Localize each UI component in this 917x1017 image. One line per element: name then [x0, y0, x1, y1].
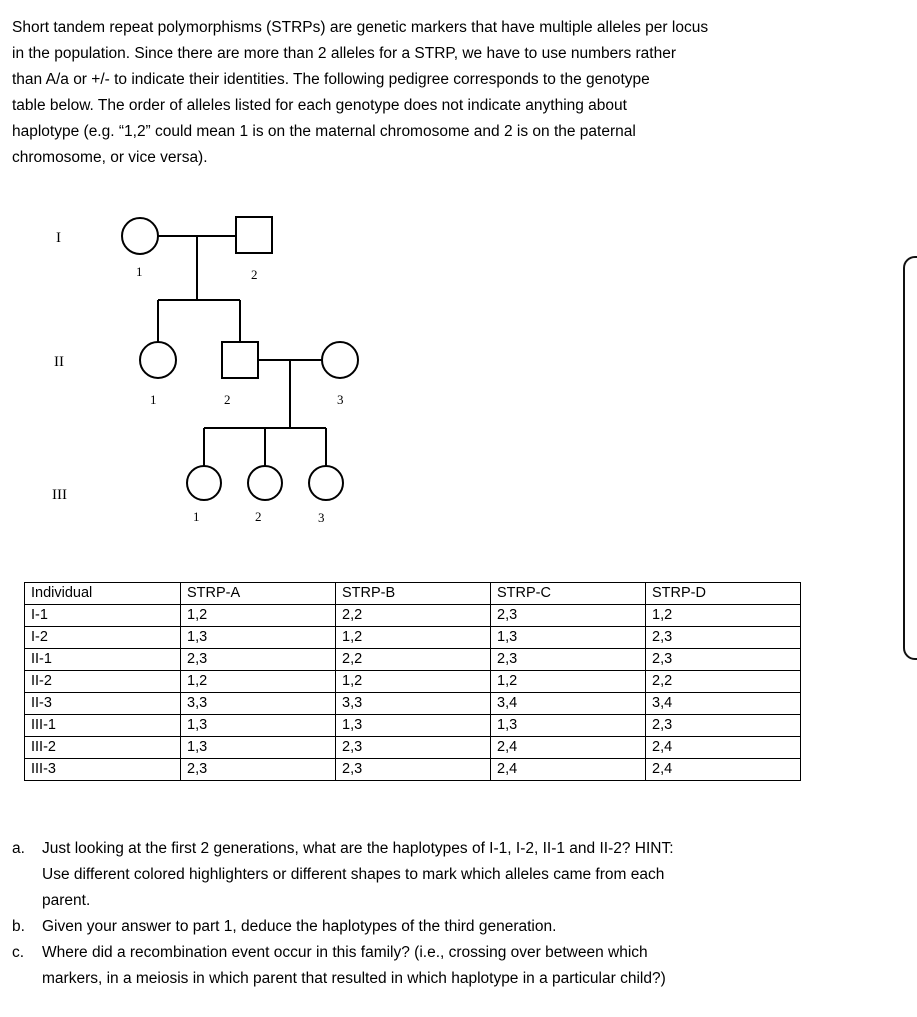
genotype-cell: 1,3 [491, 627, 646, 649]
question-line: Given your answer to part 1, deduce the haplotypes of the third generation. [42, 918, 557, 935]
column-header: STRP-C [491, 583, 646, 605]
question-line: markers, in a meiosis in which parent that resulted in which haplotype in a particular child?) [42, 970, 666, 987]
intro-line: chromosome, or vice versa). [12, 149, 208, 166]
table-row [25, 605, 801, 627]
genotype-cell: 3,3 [181, 693, 336, 715]
genotype-cell: 1,2 [181, 605, 336, 627]
table-row [25, 715, 801, 737]
genotype-cell: 2,2 [336, 605, 491, 627]
question-letter: a. [12, 840, 25, 857]
generation-label-III: III [52, 487, 67, 503]
individual-cell: II-1 [25, 649, 181, 671]
genotype-cell: 2,3 [646, 627, 801, 649]
column-header: STRP-B [336, 583, 491, 605]
genotype-cell: 3,3 [336, 693, 491, 715]
genotype-cell: 1,3 [491, 715, 646, 737]
genotype-cell: 2,3 [181, 649, 336, 671]
intro-line: than A/a or +/- to indicate their identities. The following pedigree corresponds to the genotype [12, 71, 650, 88]
genotype-cell: 2,3 [646, 649, 801, 671]
genotype-cell: 3,4 [646, 693, 801, 715]
intro-line: Short tandem repeat polymorphisms (STRPs) are genetic markers that have multiple alleles per locus [12, 19, 709, 36]
question-letter: b. [12, 918, 25, 935]
table-row [25, 759, 801, 781]
table-row [25, 627, 801, 649]
side-panel-handle[interactable] [903, 256, 917, 660]
genotype-cell: 2,3 [336, 737, 491, 759]
genotype-cell: 1,3 [181, 737, 336, 759]
genotype-cell: 2,3 [491, 649, 646, 671]
genotype-cell: 1,2 [181, 671, 336, 693]
genotype-cell: 1,2 [491, 671, 646, 693]
table-row [25, 671, 801, 693]
individual-number: 3 [318, 510, 325, 525]
individual-number: 2 [255, 509, 262, 524]
genotype-cell: 3,4 [491, 693, 646, 715]
question-item [12, 914, 792, 940]
question-line: Where did a recombination event occur in this family? (i.e., crossing over between which [42, 944, 648, 961]
female-II-3 [322, 342, 358, 378]
individual-cell: I-1 [25, 605, 181, 627]
question-item [12, 836, 792, 914]
female-III-2 [248, 466, 282, 500]
individual-cell: II-2 [25, 671, 181, 693]
male-I-2 [236, 217, 272, 253]
female-II-1 [140, 342, 176, 378]
question-letter: c. [12, 944, 25, 961]
individual-cell: III-2 [25, 737, 181, 759]
genotype-cell: 1,3 [336, 715, 491, 737]
intro-line: haplotype (e.g. “1,2” could mean 1 is on the maternal chromosome and 2 is on the paternal [12, 123, 636, 140]
intro-line: table below. The order of alleles listed for each genotype does not indicate anything about [12, 97, 627, 114]
genotype-cell: 2,4 [646, 737, 801, 759]
genotype-cell: 1,2 [336, 671, 491, 693]
table-row [25, 737, 801, 759]
individual-number: 1 [136, 264, 143, 279]
table-row [25, 649, 801, 671]
genotype-cell: 1,3 [181, 715, 336, 737]
genotype-cell: 2,3 [336, 759, 491, 781]
female-III-3 [309, 466, 343, 500]
genotype-cell: 2,2 [646, 671, 801, 693]
female-III-1 [187, 466, 221, 500]
genotype-cell: 2,4 [491, 759, 646, 781]
individual-cell: III-3 [25, 759, 181, 781]
question-line: parent. [42, 892, 91, 909]
individual-number: 1 [193, 509, 200, 524]
genotype-cell: 2,3 [646, 715, 801, 737]
question-line: Use different colored highlighters or different shapes to mark which alleles came from each [42, 866, 665, 883]
generation-label-I: I [56, 230, 61, 246]
question-list [12, 836, 792, 992]
table-row [25, 693, 801, 715]
genotype-table [24, 582, 801, 781]
individual-cell: III-1 [25, 715, 181, 737]
genotype-cell: 2,3 [181, 759, 336, 781]
genotype-cell: 1,2 [646, 605, 801, 627]
column-header: STRP-D [646, 583, 801, 605]
generation-label-II: II [54, 354, 64, 370]
individual-cell: II-3 [25, 693, 181, 715]
individual-number: 1 [150, 392, 157, 407]
table-header-row [25, 583, 801, 605]
male-II-2 [222, 342, 258, 378]
individual-number: 2 [251, 267, 258, 282]
individual-number: 3 [337, 392, 344, 407]
genotype-cell: 2,3 [491, 605, 646, 627]
individual-number: 2 [224, 392, 231, 407]
column-header: STRP-A [181, 583, 336, 605]
genotype-cell: 1,2 [336, 627, 491, 649]
genotype-cell: 2,4 [646, 759, 801, 781]
female-I-1 [122, 218, 158, 254]
question-line: Just looking at the first 2 generations, what are the haplotypes of I-1, I-2, II-1 and II-2? HINT: [42, 840, 674, 857]
individual-cell: I-2 [25, 627, 181, 649]
genotype-cell: 2,4 [491, 737, 646, 759]
question-item [12, 940, 792, 992]
column-header: Individual [25, 583, 181, 605]
intro-line: in the population. Since there are more than 2 alleles for a STRP, we have to use numbers rather [12, 45, 677, 62]
genotype-cell: 1,3 [181, 627, 336, 649]
genotype-cell: 2,2 [336, 649, 491, 671]
